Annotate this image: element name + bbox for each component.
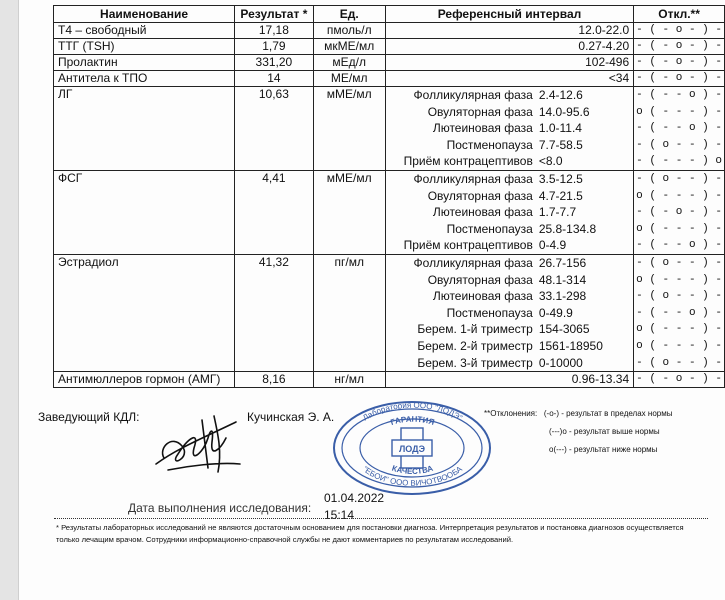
deviation-line: о ( - - - ) - [636, 273, 722, 286]
test-result: 8,16 [235, 372, 313, 388]
reference-line [390, 288, 629, 305]
header-reference: Референсный интервал [385, 6, 633, 23]
phase-range: 25.8-134.8 [538, 221, 597, 236]
reference-line [390, 221, 629, 238]
phase-label: Постменопауза [446, 305, 533, 320]
test-name: ФСГ [54, 170, 235, 254]
reference-line [390, 171, 629, 188]
table-row [54, 23, 725, 39]
deviation-legend [484, 406, 672, 421]
test-name: ЛГ [54, 87, 235, 171]
reference-line [390, 188, 629, 205]
phase-label: Фолликулярная фаза [413, 171, 533, 186]
test-time: 15:14 [324, 508, 355, 522]
reference-line [390, 204, 629, 221]
deviation-line: - ( - - о ) - [636, 239, 722, 252]
test-result: 41,32 [235, 254, 313, 371]
disclaimer: * Результаты лабораторных исследований не являются достаточным основанием для постановки диагноза. Интерпретация результатов и постановка диагнозов осуществляется только лечащим врачом. Сотрудники информационно-справочной службы не дают комментариев по результатам исследований. [56, 523, 684, 544]
page-left-margin [0, 0, 18, 600]
test-result: 10,63 [235, 87, 313, 171]
test-name: Пролактин [54, 55, 235, 71]
test-result: 17,18 [235, 23, 313, 39]
legend-title: **Отклонения: [484, 409, 538, 418]
phase-label: Лютеиновая фаза [432, 289, 533, 304]
phase-range: 0-10000 [538, 355, 583, 370]
phase-label: Овуляторная фаза [427, 104, 533, 119]
table-row-estradiol [54, 254, 725, 371]
test-unit: пг/мл [313, 254, 385, 371]
phase-label: Берем. 1-й триместр [417, 322, 533, 337]
test-unit: мМЕ/мл [313, 170, 385, 254]
header-unit: Ед. [313, 6, 385, 23]
phase-label: Овуляторная фаза [427, 272, 533, 287]
phase-range: 26.7-156 [538, 255, 587, 270]
table-row [54, 55, 725, 71]
test-unit: пмоль/л [313, 23, 385, 39]
reference-line [390, 321, 629, 338]
page-left-edge [18, 0, 19, 600]
test-deviation: - ( - о - ) - [634, 71, 725, 87]
test-result: 4,41 [235, 170, 313, 254]
test-name: Антитела к ТПО [54, 71, 235, 87]
stamp-outer-top-text: Лаборатория ООО "ЛОДЭ" [361, 400, 464, 423]
table-header-row [54, 6, 725, 23]
phase-range: 7.7-58.5 [538, 137, 583, 152]
phase-label: Лютеиновая фаза [432, 205, 533, 220]
reference-line [390, 255, 629, 272]
phase-label: Овуляторная фаза [427, 188, 533, 203]
deviation-line: - ( - - о ) - [636, 306, 722, 319]
phase-label: Приём контрацептивов [403, 154, 533, 169]
test-reference-block [385, 87, 633, 171]
phase-range: 0-4.9 [538, 238, 567, 253]
test-reference: <34 [385, 71, 633, 87]
test-deviation-block [634, 87, 725, 171]
phase-range: 2.4-12.6 [538, 88, 583, 102]
phase-label: Берем. 3-й триместр [417, 355, 533, 370]
reference-line [390, 120, 629, 137]
head-of-lab-name: Кучинская Э. А. [247, 410, 335, 424]
deviation-line: - ( - - - ) о [636, 155, 722, 168]
reference-line [390, 237, 629, 254]
stamp-outer-bottom-text: "ЕБОИ" ООО ВИЧОТВООБА [361, 464, 464, 488]
phase-range: 1561-18950 [538, 338, 603, 353]
test-reference: 102-496 [385, 55, 633, 71]
test-reference-block [385, 170, 633, 254]
deviation-line: о ( - - - ) - [636, 339, 722, 352]
reference-line [390, 104, 629, 121]
test-result: 14 [235, 71, 313, 87]
phase-label: Постменопауза [446, 137, 533, 152]
deviation-line: о ( - - - ) - [636, 323, 722, 336]
legend-below-norm: о(---) - результат ниже нормы [549, 445, 658, 454]
stamp-word-bottom: КАЧЕСТВА [390, 463, 435, 477]
phase-range: 154-3065 [538, 322, 590, 337]
phase-label: Лютеиновая фаза [432, 121, 533, 136]
deviation-line: - ( о - - ) - [636, 290, 722, 303]
deviation-line: - ( о - - ) - [636, 172, 722, 185]
table-row-fsh [54, 170, 725, 254]
phase-range: 4.7-21.5 [538, 188, 583, 203]
results-table [53, 5, 725, 388]
reference-line [390, 137, 629, 154]
test-reference: 0.27-4.20 [385, 39, 633, 55]
deviation-line: - ( - - о ) - [636, 89, 722, 101]
head-of-lab-label: Заведующий КДЛ: [38, 410, 140, 424]
test-unit: мЕд/л [313, 55, 385, 71]
test-deviation-block [634, 170, 725, 254]
deviation-line: - ( о - - ) - [636, 356, 722, 369]
deviation-line: - ( о - - ) - [636, 138, 722, 151]
deviation-line: о ( - - - ) - [636, 105, 722, 118]
phase-label: Фолликулярная фаза [413, 255, 533, 270]
phase-range: 14.0-95.6 [538, 104, 590, 119]
test-unit: мкМЕ/мл [313, 39, 385, 55]
test-date: 01.04.2022 [324, 491, 385, 505]
header-deviation: Откл.** [634, 6, 725, 23]
phase-range: 33.1-298 [538, 289, 587, 304]
test-deviation-block [634, 254, 725, 371]
deviation-line: о ( - - - ) - [636, 222, 722, 235]
table-row [54, 372, 725, 388]
svg-text:ГАРАНТИЯ [389, 415, 435, 427]
test-result: 1,79 [235, 39, 313, 55]
reference-line [390, 338, 629, 355]
test-unit: нг/мл [313, 372, 385, 388]
table-row [54, 71, 725, 87]
test-name: Эстрадиол [54, 254, 235, 371]
legend-within-norm: (-о-) - результат в пределах нормы [543, 409, 673, 418]
test-date-label: Дата выполнения исследования: [128, 501, 312, 515]
footer-divider [54, 518, 708, 519]
deviation-line: - ( о - - ) - [636, 256, 722, 269]
stamp-center-text: ЛОДЭ [398, 444, 426, 454]
test-deviation: - ( - о - ) - [634, 55, 725, 71]
test-reference: 0.96-13.34 [385, 372, 633, 388]
reference-line [390, 153, 629, 170]
quality-stamp [330, 398, 495, 498]
handwritten-signature [148, 408, 248, 478]
phase-range: 1.0-11.4 [538, 121, 582, 136]
test-name: ТТГ (TSH) [54, 39, 235, 55]
phase-label: Приём контрацептивов [403, 238, 533, 253]
test-deviation: - ( - о - ) - [634, 39, 725, 55]
phase-label: Берем. 2-й триместр [417, 338, 533, 353]
reference-line [390, 305, 629, 322]
phase-range: <8.0 [538, 154, 563, 169]
phase-label: Постменопауза [446, 221, 533, 236]
phase-range: 3.5-12.5 [538, 171, 583, 186]
phase-range: 48.1-314 [538, 272, 587, 287]
table-row-lh [54, 87, 725, 171]
test-unit: мМЕ/мл [313, 87, 385, 171]
test-name: Т4 – свободный [54, 23, 235, 39]
phase-range: 0-49.9 [538, 305, 573, 320]
test-unit: МЕ/мл [313, 71, 385, 87]
stamp-word-top: ГАРАНТИЯ [389, 414, 436, 427]
test-reference-block [385, 254, 633, 371]
test-deviation: - ( - о - ) - [634, 23, 725, 39]
deviation-line: о ( - - - ) - [636, 189, 722, 202]
header-name: Наименование [54, 6, 235, 23]
reference-line [390, 87, 629, 104]
test-reference: 12.0-22.0 [385, 23, 633, 39]
phase-range: 1.7-7.7 [538, 205, 577, 220]
deviation-line: - ( - - о ) - [636, 122, 722, 135]
svg-text:КАЧЕСТВА [391, 464, 435, 476]
test-result: 331,20 [235, 55, 313, 71]
reference-line [390, 272, 629, 289]
reference-line [390, 355, 629, 372]
legend-above-norm: (---)о - результат выше нормы [549, 427, 660, 436]
header-result: Результат * [235, 6, 313, 23]
table-row [54, 39, 725, 55]
test-name: Антимюллеров гормон (АМГ) [54, 372, 235, 388]
deviation-line: - ( - о - ) - [636, 206, 722, 219]
phase-label: Фолликулярная фаза [413, 88, 533, 102]
test-deviation: - ( - о - ) - [634, 372, 725, 388]
